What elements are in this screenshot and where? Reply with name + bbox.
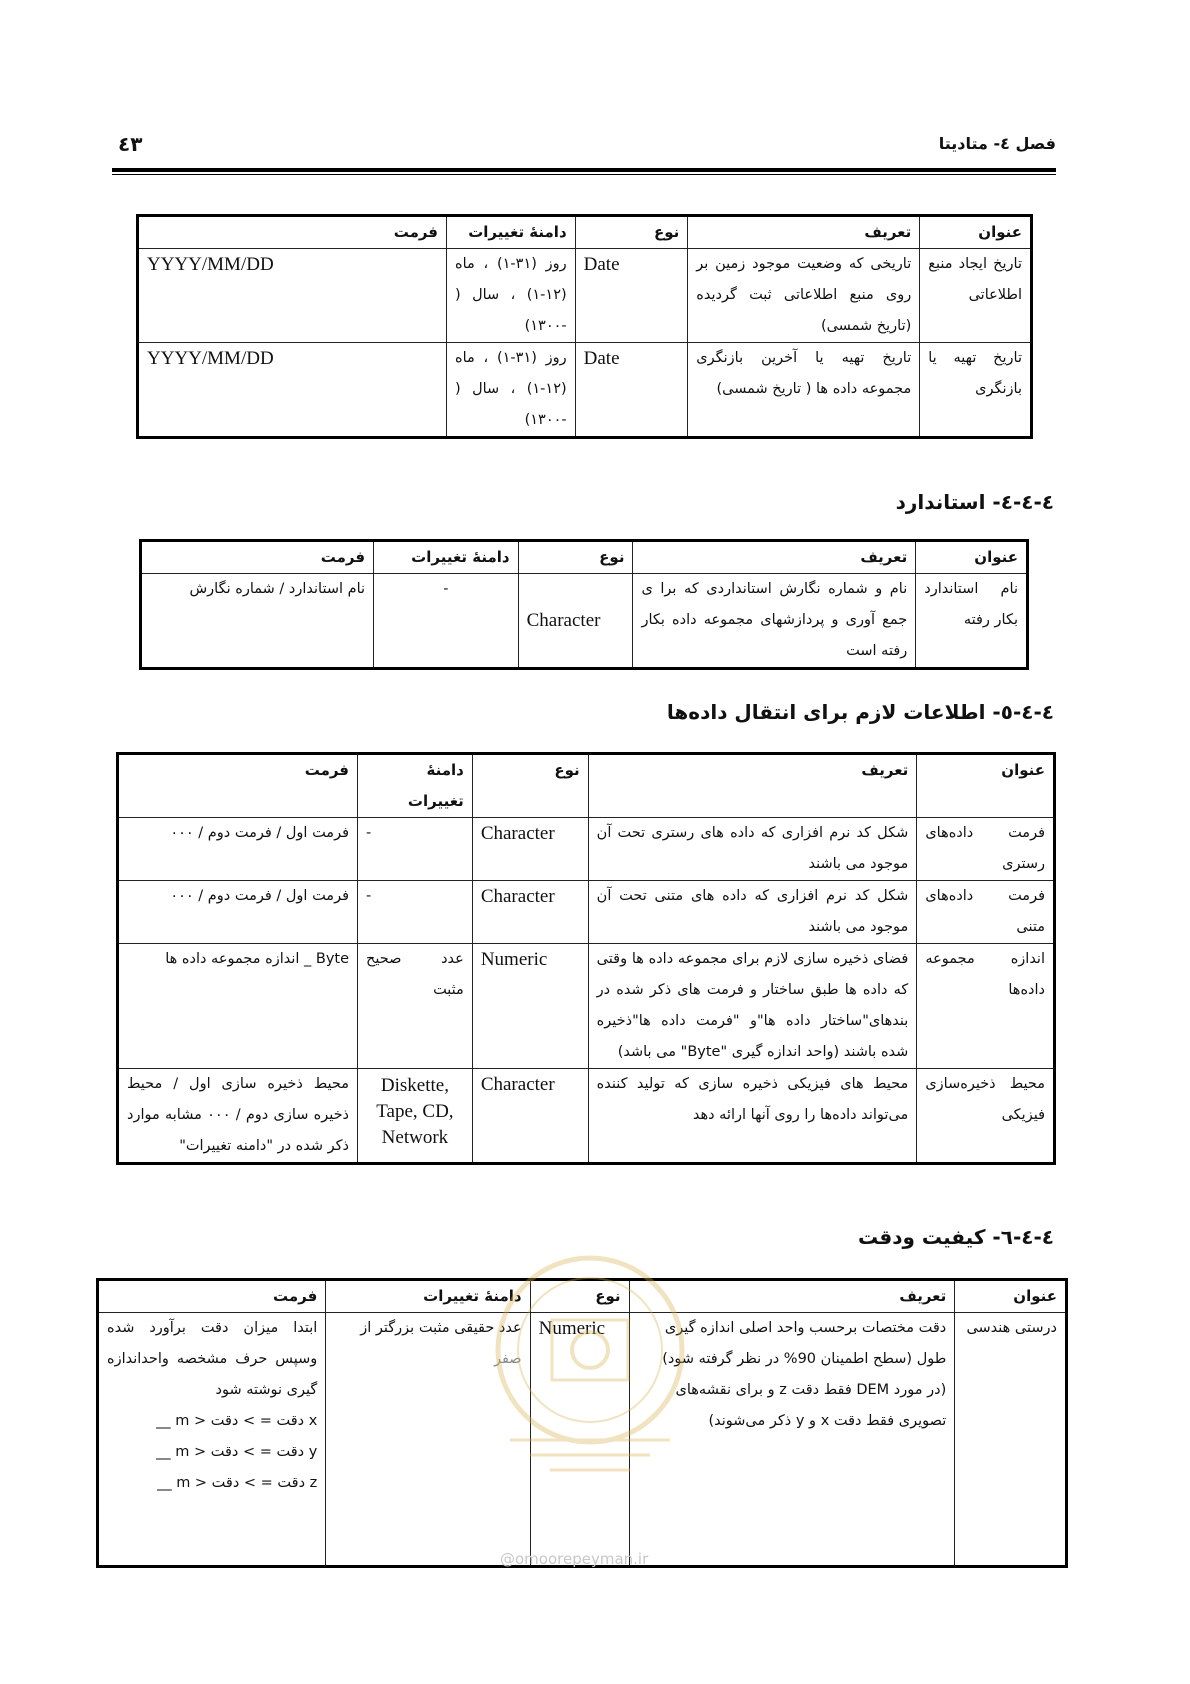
col-range-header: دامنهٔ تغییرات <box>447 216 576 249</box>
cell-title: فرمت داده‌های متنی <box>917 881 1055 944</box>
col-range-header: دامنهٔ تغییرات <box>358 754 473 818</box>
cell-range: عدد صحیح مثبت <box>358 944 473 1069</box>
cell-range <box>326 1313 530 1567</box>
chapter-title: فصل ٤- متادیتا <box>938 134 1056 153</box>
cell-title: نام استاندارد بکار رفته <box>916 574 1028 669</box>
cell-format: نام استاندارد / شماره نگارش <box>141 574 374 669</box>
section-heading-quality: ٤-٤-٦- کیفیت ودقت <box>858 1225 1054 1249</box>
cell-range: روز (۳۱-۱) ، ماه (۱۲-۱) ، سال ( -۱۳۰۰) <box>447 249 576 343</box>
col-type-header: نوع <box>530 1280 629 1313</box>
cell-type: Character <box>518 574 633 669</box>
cell-definition: شکل کد نرم افزاری که داده های متنی تحت آن موجود می باشند <box>588 881 917 944</box>
range-text: عدد حقیقی مثبت بزرگتر از <box>360 1320 522 1336</box>
cell-definition: تاریخی که وضعیت موجود زمین بر روی منبع اطلاعاتی ثبت گردیده (تاریخ شمسی) <box>688 249 920 343</box>
page-header <box>112 128 1056 162</box>
table-row <box>118 1069 1055 1164</box>
table-row <box>138 249 1032 343</box>
transfer-table <box>116 752 1056 1165</box>
cell-type: Date <box>575 343 688 438</box>
format-line: x دقت = > دقت < m __ <box>156 1413 318 1429</box>
col-format-header: فرمت <box>118 754 358 818</box>
cell-format: محیط ذخیره سازی اول / محیط ذخیره سازی دوم / ۰۰۰ مشابه موارد ذکر شده در "دامنه تغییرات" <box>118 1069 358 1164</box>
cell-definition: شکل کد نرم افزاری که داده های رستری تحت آن موجود می باشند <box>588 818 917 881</box>
cell-type: Numeric <box>530 1313 629 1567</box>
col-title-header: عنوان <box>920 216 1032 249</box>
cell-type: Character <box>472 1069 588 1164</box>
cell-title: اندازه مجموعه داده‌ها <box>917 944 1055 1069</box>
format-line: z دقت = > دقت < m __ <box>157 1475 318 1491</box>
range-text-faint: صفر <box>493 1351 522 1367</box>
cell-type: Numeric <box>472 944 588 1069</box>
col-range-header: دامنهٔ تغییرات <box>374 541 519 574</box>
col-definition-header: تعریف <box>629 1280 955 1313</box>
format-line: ابتدا میزان دقت برآورد شده وسپس حرف مشخصه واحداندازه گیری نوشته شود <box>107 1320 318 1398</box>
cell-title: تاریخ ایجاد منبع اطلاعاتی <box>920 249 1032 343</box>
cell-definition: محیط های فیزیکی ذخیره سازی که تولید کننده می‌تواند داده‌ها را روی آنها ارائه دهد <box>588 1069 917 1164</box>
table-header-row <box>138 216 1032 249</box>
cell-title: محیط ذخیره‌سازی فیزیکی <box>917 1069 1055 1164</box>
table-row <box>118 818 1055 881</box>
section-heading-standard: ٤-٤-٤- استاندارد <box>895 490 1054 514</box>
table-row <box>118 881 1055 944</box>
table-header-row <box>141 541 1028 574</box>
cell-format: فرمت اول / فرمت دوم / ۰۰۰ <box>118 818 358 881</box>
standard-table <box>139 539 1029 670</box>
table-row <box>141 574 1028 669</box>
table-row <box>118 944 1055 1069</box>
format-line: y دقت = > دقت < m __ <box>156 1444 318 1460</box>
col-type-header: نوع <box>575 216 688 249</box>
watermark-url: @omoorepeyman.ir <box>500 1550 649 1568</box>
cell-range: - <box>374 574 519 669</box>
section-heading-transfer: ٤-٤-٥- اطلاعات لازم برای انتقال داده‌ها <box>666 700 1054 724</box>
col-format-header: فرمت <box>141 541 374 574</box>
col-range-header: دامنهٔ تغییرات <box>326 1280 530 1313</box>
table-row <box>138 343 1032 438</box>
col-format-header: فرمت <box>138 216 447 249</box>
cell-range: Diskette, Tape, CD, Network <box>358 1069 473 1164</box>
cell-range: روز (۳۱-۱) ، ماه (۱۲-۱) ، سال ( -۱۳۰۰) <box>447 343 576 438</box>
definition-line: تصویری فقط دقت x و y ذکر می‌شوند) <box>708 1413 947 1429</box>
col-title-header: عنوان <box>916 541 1028 574</box>
header-rule <box>112 168 1056 175</box>
cell-definition: تاریخ تهیه یا آخرین بازنگری مجموعه داده ها ( تاریخ شمسی) <box>688 343 920 438</box>
page-number: ٤٣ <box>118 132 143 156</box>
cell-title: فرمت داده‌های رستری <box>917 818 1055 881</box>
cell-range: - <box>358 881 473 944</box>
col-type-header: نوع <box>518 541 633 574</box>
cell-title: درستی هندسی <box>955 1313 1067 1567</box>
col-format-header: فرمت <box>98 1280 326 1313</box>
cell-format: Byte _ اندازه مجموعه داده ها <box>118 944 358 1069</box>
dates-table <box>136 214 1033 439</box>
cell-format: YYYY/MM/DD <box>138 343 447 438</box>
col-definition-header: تعریف <box>588 754 917 818</box>
cell-format: YYYY/MM/DD <box>138 249 447 343</box>
col-definition-header: تعریف <box>688 216 920 249</box>
cell-definition <box>629 1313 955 1567</box>
cell-title: تاریخ تهیه یا بازنگری <box>920 343 1032 438</box>
cell-format <box>98 1313 326 1567</box>
table-row <box>98 1313 1067 1567</box>
definition-line: دقت مختصات برحسب واحد اصلی اندازه گیری <box>664 1320 947 1336</box>
cell-range: - <box>358 818 473 881</box>
cell-definition: نام و شماره نگارش استانداردی که برا ی جمع آوری و پردازشهای مجموعه داده بکار رفته است <box>633 574 916 669</box>
col-title-header: عنوان <box>955 1280 1067 1313</box>
cell-definition: فضای ذخیره سازی لازم برای مجموعه داده ها وقتی که داده ها طبق ساختار و فرمت های ذکر شده در بندهای"ساختار داده ها"و "فرمت داده ها"ذخیره شده باشند (واحد اندازه گیری "Byte" می باشد) <box>588 944 917 1069</box>
col-title-header: عنوان <box>917 754 1055 818</box>
definition-line: (در مورد DEM فقط دقت z و برای نقشه‌های <box>675 1382 947 1398</box>
quality-table <box>96 1278 1068 1568</box>
col-type-header: نوع <box>472 754 588 818</box>
cell-type: Character <box>472 818 588 881</box>
table-header-row <box>118 754 1055 818</box>
definition-line: طول (سطح اطمینان 90% در نظر گرفته شود) <box>662 1351 947 1367</box>
cell-format: فرمت اول / فرمت دوم / ۰۰۰ <box>118 881 358 944</box>
col-definition-header: تعریف <box>633 541 916 574</box>
cell-type: Character <box>472 881 588 944</box>
table-header-row <box>98 1280 1067 1313</box>
cell-type: Date <box>575 249 688 343</box>
